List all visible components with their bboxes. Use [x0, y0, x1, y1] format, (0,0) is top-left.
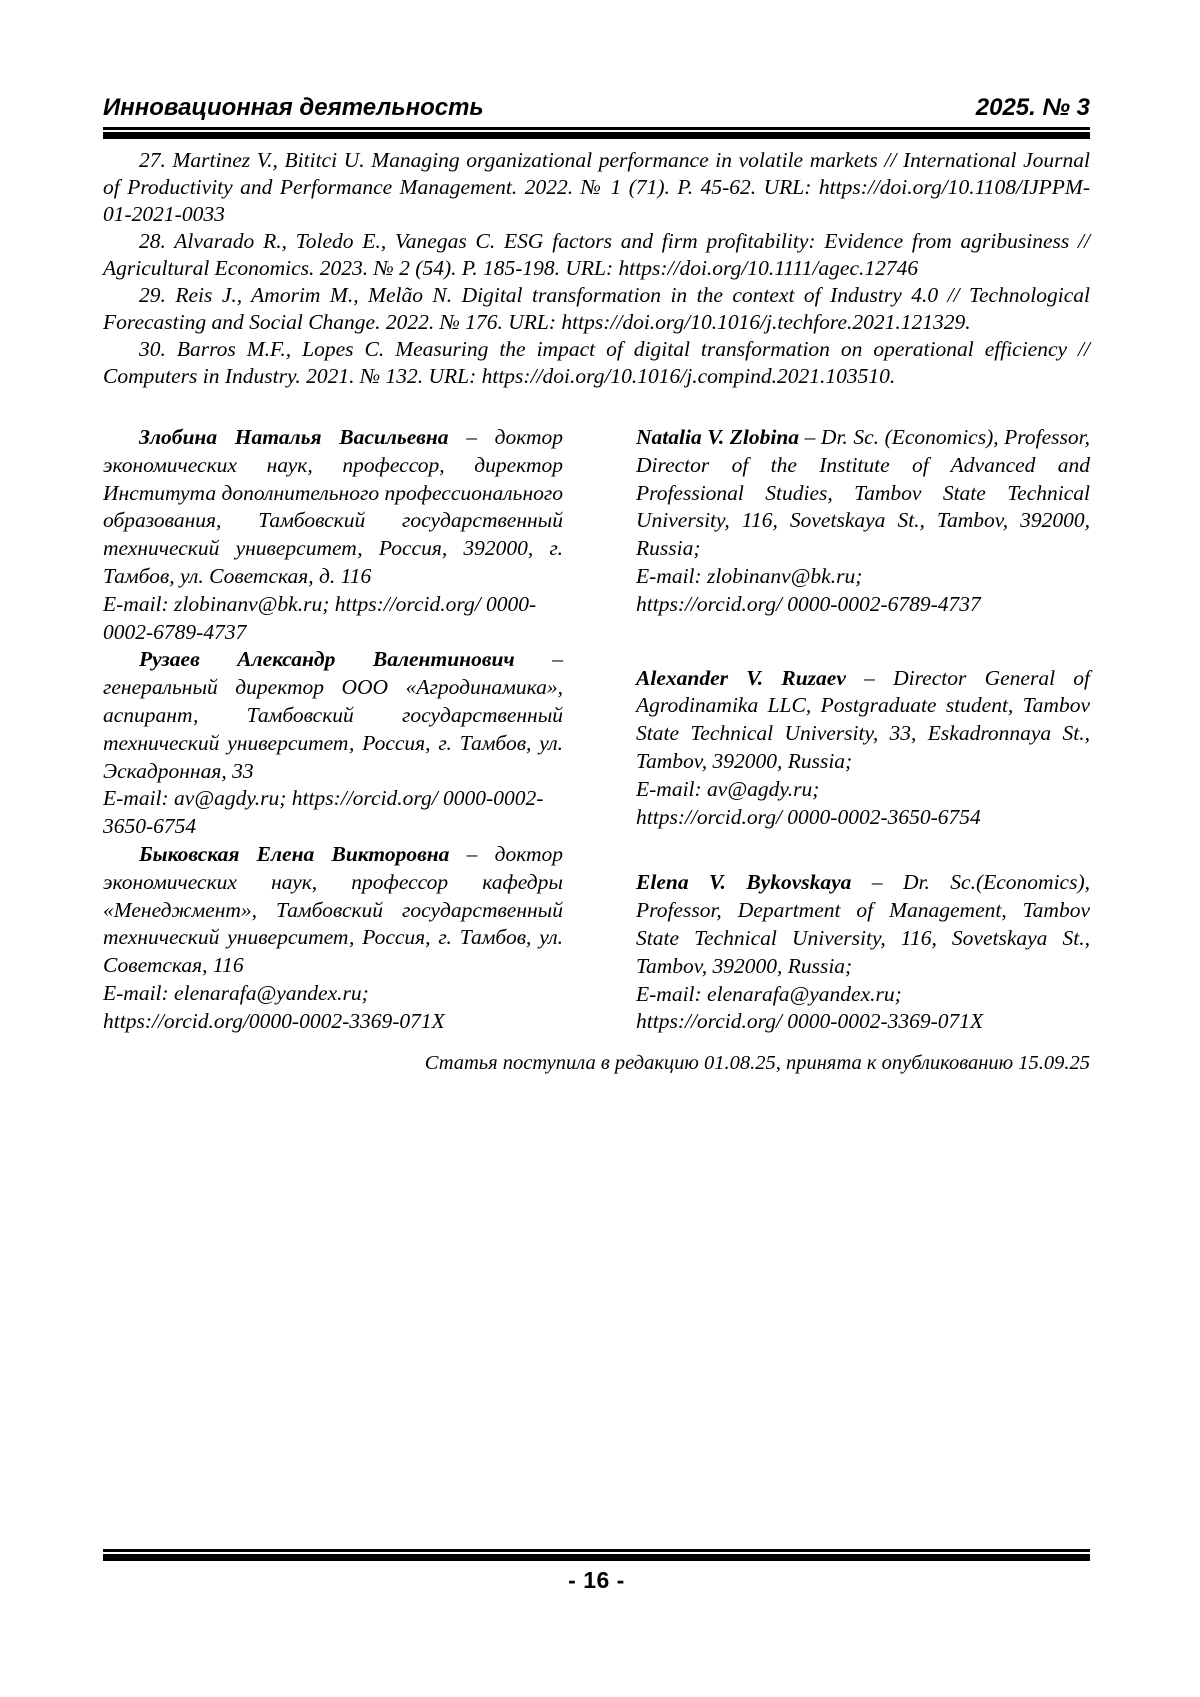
bio-paragraph [103, 424, 563, 591]
reference-item: 28. Alvarado R., Toledo E., Vanegas C. ESG factors and firm profitability: Evidence from agribusiness // Agricultural Economics. 2023. № 2 (54). P. 185-198. URL: https://doi.org/10.1111/agec.12746 [103, 229, 1090, 280]
author-bio-ru [103, 646, 563, 841]
authors-column-ru [103, 424, 563, 1036]
author-name: Alexander V. Ruzaev [636, 665, 846, 690]
page-header [103, 94, 1090, 122]
author-bio-ru [103, 424, 563, 646]
authors-section [103, 424, 1090, 1036]
author-name: Быковская Елена Викторовна [139, 841, 450, 866]
author-description: – доктор экономических наук, профессор кафедры «Менеджмент», Тамбовский государственный технический университет, Россия, г. Тамбов, ул. Советская, 116 [103, 841, 564, 978]
received-note: Статья поступила в редакцию 01.08.25, принята к опубликованию 15.09.25 [424, 1052, 1090, 1075]
issue-label: 2025. № 3 [975, 94, 1090, 121]
bio-paragraph [636, 869, 1090, 980]
author-description: – Director General of Agrodinamika LLC, Postgraduate student, Tambov State Technical University, 33, Eskadronnaya St., Tambov, 392000, Russia; [636, 665, 1090, 773]
column-gap [563, 424, 636, 1036]
page-number: - 16 - [568, 1567, 625, 1593]
author-contact-line: https://orcid.org/0000-0002-3369-071X [103, 1008, 445, 1033]
author-contact-line: E-mail: elenarafa@yandex.ru; [636, 981, 902, 1006]
author-contact-line: https://orcid.org/ 0000-0002-6789-4737 [636, 591, 981, 616]
author-bio-en [636, 869, 1090, 1036]
footer-rule [103, 1549, 1090, 1561]
journal-title: Инновационная деятельность [103, 94, 484, 121]
author-contact-line: https://orcid.org/ 0000-0002-3369-071X [636, 1009, 984, 1034]
author-description: – генеральный директор ООО «Агродинамика», аспирант, Тамбовский государственный технический университет, Россия, г. Тамбов, ул. Эскадронная, 33 [103, 647, 563, 783]
author-name: Злобина Наталья Васильевна [139, 425, 449, 449]
page-footer [103, 1549, 1090, 1594]
author-bio-ru [103, 841, 563, 1036]
author-bio-en [636, 665, 1090, 832]
header-rule [103, 127, 1090, 139]
reference-item: 29. Reis J., Amorim M., Melão N. Digital transformation in the context of Industry 4.0 // Technological Forecasting and Social Change. 2022. № 176. URL: https://doi.org/10.1016/j.techfore.2021.121329. [103, 283, 1090, 334]
reference-item: 30. Barros M.F., Lopes C. Measuring the impact of digital transformation on operational efficiency // Computers in Industry. 2021. № 132. URL: https://doi.org/10.1016/j.compind.2021.103510. [103, 337, 1090, 388]
author-description: – Dr. Sc. (Economics), Professor, Director of the Institute of Advanced and Professional Studies, Tambov State Technical University, 116, Sovetskaya St., Tambov, 392000, Russia; [636, 425, 1090, 561]
author-description: – доктор экономических наук, профессор, директор Института дополнительного профессионального образования, Тамбовский государственный технический университет, Россия, 392000, г. Тамбов, ул. Советская, д. 116 [103, 425, 564, 588]
page-content [0, 94, 1200, 1076]
author-description: – Dr. Sc.(Economics), Professor, Department of Management, Tambov State Technical University, 116, Sovetskaya St., Tambov, 392000, Russia; [636, 870, 1091, 978]
author-contact-line: https://orcid.org/ 0000-0002-3650-6754 [636, 804, 981, 829]
author-name: Рузаев Александр Валентинович [139, 647, 515, 672]
bio-paragraph [103, 646, 563, 785]
author-contact-line: E-mail: zlobinanv@bk.ru; https://orcid.org/ 0000-0002-6789-4737 [103, 591, 537, 644]
author-contact-line: E-mail: elenarafa@yandex.ru; [103, 980, 369, 1005]
author-contact-line: E-mail: av@agdy.ru; https://orcid.org/ 0000-0002-3650-6754 [103, 786, 544, 839]
bio-paragraph [103, 841, 563, 980]
reference-item: 27. Martinez V., Bititci U. Managing organizational performance in volatile markets // International Journal of Productivity and Performance Management. 2022. № 1 (71). P. 45-62. URL: https://doi.org/10.1108/IJPPM-01-2021-0033 [103, 148, 1090, 226]
author-contact-line: E-mail: av@agdy.ru; [636, 776, 820, 801]
references-section [103, 147, 1090, 390]
author-contact-line: E-mail: zlobinanv@bk.ru; [636, 563, 863, 588]
bio-paragraph [636, 665, 1090, 776]
authors-column-en [636, 424, 1090, 1036]
author-bio-en [636, 424, 1090, 619]
author-name: Natalia V. Zlobina [636, 425, 800, 449]
bio-paragraph [636, 424, 1090, 563]
author-name: Elena V. Bykovskaya [636, 870, 852, 895]
